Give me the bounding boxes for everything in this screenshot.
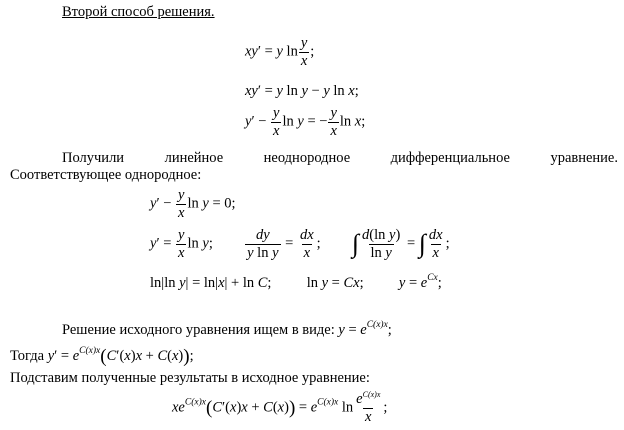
paragraph-1-line-2: Соответствующее однородное: <box>10 167 202 183</box>
equation-2: xy′ = y ln y − y ln x; <box>245 83 359 99</box>
equation-5: y′ = $\frac{y}{x}$ ln y; $\frac{dy}{\text{y ln y}}$ = $\frac{dx}{x}$ ; ∫ $\frac{\text{d(ln y)}}{\text{ln y}}$ = ∫ $\frac{dx}{x}$ ; <box>150 227 450 261</box>
equation-6: ln|ln y| = ln|x| + ln C; ln y = Cx; $y = e^{Cx}$; <box>150 273 442 291</box>
equation-3: y′ − $\frac{y}{x}$ ln y = − $\frac{y}{x}$ ln x; <box>245 105 366 139</box>
paragraph-2: Решение исходного уравнения ищем в виде: $y = e^{C(x)x}$; <box>62 320 392 338</box>
paragraph-togda: Тогда $y' = e^{C(x)x}(C'(x)x + C(x))$; <box>10 346 194 367</box>
paragraph-1-line-1: Получили линейное неоднородное дифференциальное уравнение. <box>62 150 618 166</box>
paragraph-3: Подставим полученные результаты в исходное уравнение: <box>10 370 370 386</box>
equation-7: $xe^{C(x)x}(C'(x)x + C(x)) = e^{C(x)x}$ ln $\frac{e^{C(x)x}}{x}$ ; <box>172 390 388 425</box>
section-heading: Второй способ решения. <box>62 4 215 20</box>
equation-1: xy′ = y ln $\frac{y}{x}$ ; <box>245 35 315 69</box>
equation-4: y′ − $\frac{y}{x}$ ln y = 0; <box>150 187 236 221</box>
